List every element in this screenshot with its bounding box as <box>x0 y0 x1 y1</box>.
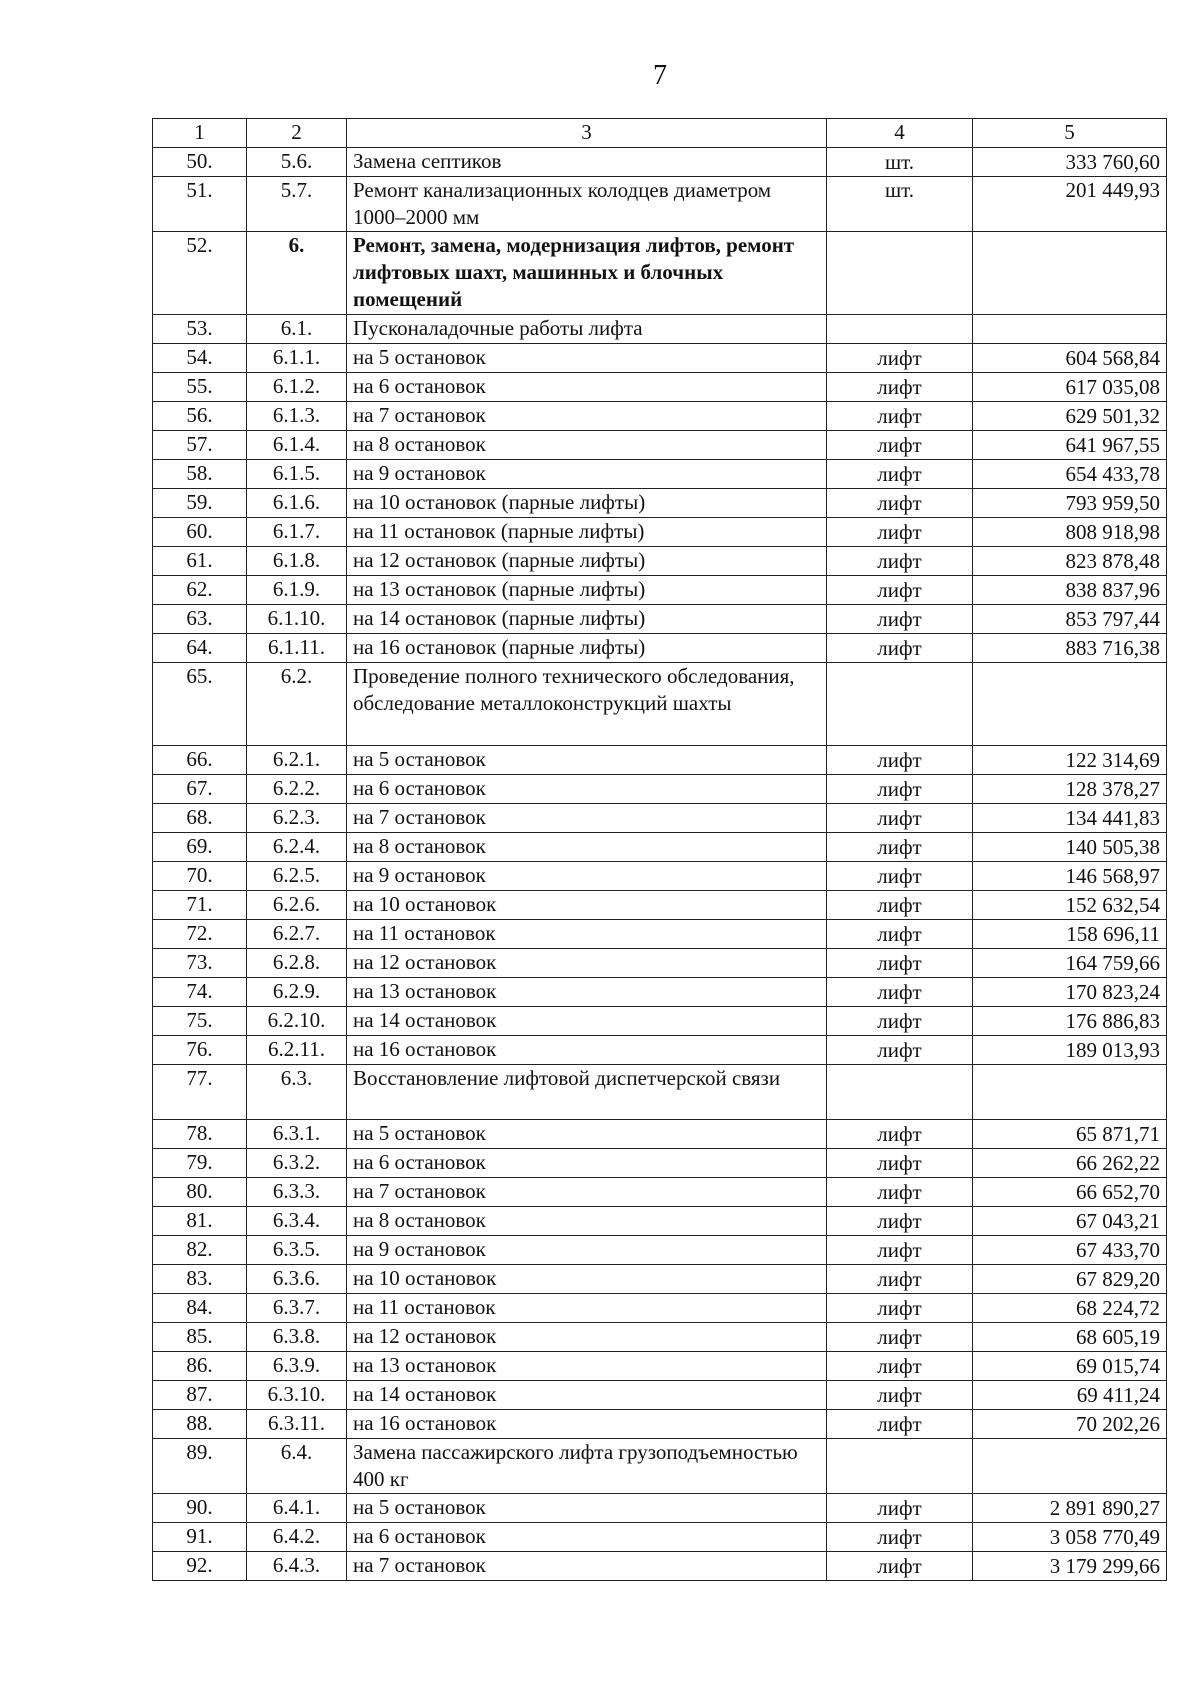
unit-of-measure-cell: лифт <box>827 1494 973 1523</box>
item-name-cell: Ремонт канализационных колодцев диаметром 1000–2000 мм <box>347 177 827 232</box>
row-number-cell: 76. <box>153 1036 247 1065</box>
item-name-cell: на 13 остановок <box>347 1352 827 1381</box>
unit-price-cell: 823 878,48 <box>973 547 1167 576</box>
unit-of-measure-cell <box>827 1065 973 1120</box>
row-number-cell: 63. <box>153 605 247 634</box>
unit-of-measure-cell: лифт <box>827 489 973 518</box>
unit-of-measure-cell: лифт <box>827 1236 973 1265</box>
header-row <box>153 119 1167 148</box>
table-row <box>153 1552 1167 1581</box>
item-code-cell: 6.2.3. <box>247 804 347 833</box>
item-code-cell: 6.4.1. <box>247 1494 347 1523</box>
item-name-cell: на 9 остановок <box>347 1236 827 1265</box>
item-code-cell: 6.3.11. <box>247 1410 347 1439</box>
item-name-cell: на 6 остановок <box>347 373 827 402</box>
unit-of-measure-cell: лифт <box>827 460 973 489</box>
header-cell: 4 <box>827 119 973 148</box>
table-row <box>153 1207 1167 1236</box>
item-name-cell: на 16 остановок (парные лифты) <box>347 634 827 663</box>
row-number-cell: 66. <box>153 746 247 775</box>
item-code-cell: 6.1. <box>247 315 347 344</box>
unit-price-cell: 3 179 299,66 <box>973 1552 1167 1581</box>
table-row <box>153 1178 1167 1207</box>
item-code-cell: 6.4.2. <box>247 1523 347 1552</box>
row-number-cell: 53. <box>153 315 247 344</box>
unit-price-cell: 333 760,60 <box>973 148 1167 177</box>
unit-price-cell: 883 716,38 <box>973 634 1167 663</box>
table-row <box>153 232 1167 315</box>
item-code-cell: 6.2.7. <box>247 920 347 949</box>
row-number-cell: 71. <box>153 891 247 920</box>
row-number-cell: 84. <box>153 1294 247 1323</box>
unit-price-cell: 66 652,70 <box>973 1178 1167 1207</box>
table-row <box>153 177 1167 232</box>
item-name-cell: на 14 остановок <box>347 1007 827 1036</box>
row-number-cell: 64. <box>153 634 247 663</box>
unit-of-measure-cell: лифт <box>827 431 973 460</box>
item-code-cell: 6.3.3. <box>247 1178 347 1207</box>
item-name-cell: на 5 остановок <box>347 344 827 373</box>
unit-of-measure-cell: лифт <box>827 605 973 634</box>
row-number-cell: 77. <box>153 1065 247 1120</box>
unit-price-cell <box>973 315 1167 344</box>
item-code-cell: 6.2.10. <box>247 1007 347 1036</box>
item-name-cell: на 11 остановок <box>347 1294 827 1323</box>
unit-of-measure-cell: лифт <box>827 891 973 920</box>
item-code-cell: 6.1.1. <box>247 344 347 373</box>
item-name-cell: на 8 остановок <box>347 833 827 862</box>
item-code-cell: 6.3.2. <box>247 1149 347 1178</box>
table-row <box>153 775 1167 804</box>
unit-of-measure-cell: лифт <box>827 920 973 949</box>
unit-price-cell: 808 918,98 <box>973 518 1167 547</box>
unit-of-measure-cell <box>827 315 973 344</box>
unit-price-cell: 170 823,24 <box>973 978 1167 1007</box>
unit-of-measure-cell: лифт <box>827 1381 973 1410</box>
row-number-cell: 68. <box>153 804 247 833</box>
row-number-cell: 72. <box>153 920 247 949</box>
item-name-cell: Замена септиков <box>347 148 827 177</box>
row-number-cell: 56. <box>153 402 247 431</box>
row-number-cell: 83. <box>153 1265 247 1294</box>
unit-of-measure-cell: лифт <box>827 1120 973 1149</box>
page-number: 7 <box>653 60 667 91</box>
item-name-cell: на 16 остановок <box>347 1036 827 1065</box>
unit-price-cell <box>973 663 1167 746</box>
unit-price-cell: 164 759,66 <box>973 949 1167 978</box>
unit-of-measure-cell: лифт <box>827 775 973 804</box>
row-number-cell: 86. <box>153 1352 247 1381</box>
unit-of-measure-cell: лифт <box>827 1410 973 1439</box>
item-code-cell: 5.6. <box>247 148 347 177</box>
unit-of-measure-cell: шт. <box>827 148 973 177</box>
unit-of-measure-cell: лифт <box>827 1294 973 1323</box>
row-number-cell: 85. <box>153 1323 247 1352</box>
row-number-cell: 73. <box>153 949 247 978</box>
item-code-cell: 6.2.9. <box>247 978 347 1007</box>
row-number-cell: 58. <box>153 460 247 489</box>
unit-price-cell: 629 501,32 <box>973 402 1167 431</box>
item-name-cell: на 10 остановок <box>347 1265 827 1294</box>
header-cell: 1 <box>153 119 247 148</box>
unit-price-cell: 134 441,83 <box>973 804 1167 833</box>
unit-of-measure-cell: лифт <box>827 1265 973 1294</box>
unit-price-cell: 201 449,93 <box>973 177 1167 232</box>
table-body <box>153 119 1167 1581</box>
unit-price-cell: 128 378,27 <box>973 775 1167 804</box>
row-number-cell: 65. <box>153 663 247 746</box>
item-name-cell: на 6 остановок <box>347 775 827 804</box>
item-code-cell: 6.1.10. <box>247 605 347 634</box>
unit-price-cell: 838 837,96 <box>973 576 1167 605</box>
table-row <box>153 1007 1167 1036</box>
unit-of-measure-cell: лифт <box>827 634 973 663</box>
table-row <box>153 978 1167 1007</box>
item-name-cell: на 9 остановок <box>347 862 827 891</box>
row-number-cell: 54. <box>153 344 247 373</box>
table-row <box>153 315 1167 344</box>
table-row <box>153 1523 1167 1552</box>
table-row <box>153 920 1167 949</box>
row-number-cell: 74. <box>153 978 247 1007</box>
table-row <box>153 1065 1167 1120</box>
row-number-cell: 79. <box>153 1149 247 1178</box>
unit-of-measure-cell: лифт <box>827 576 973 605</box>
unit-of-measure-cell: лифт <box>827 518 973 547</box>
unit-price-cell: 68 224,72 <box>973 1294 1167 1323</box>
table-row <box>153 373 1167 402</box>
unit-of-measure-cell <box>827 232 973 315</box>
table-row <box>153 634 1167 663</box>
unit-of-measure-cell <box>827 663 973 746</box>
table-row <box>153 1294 1167 1323</box>
table-row <box>153 460 1167 489</box>
table-row <box>153 1494 1167 1523</box>
item-name-cell: на 6 остановок <box>347 1523 827 1552</box>
unit-of-measure-cell: лифт <box>827 344 973 373</box>
item-name-cell: Проведение полного технического обследования, обследование металлоконструкций шахты <box>347 663 827 746</box>
item-code-cell: 6.4.3. <box>247 1552 347 1581</box>
item-name-cell: на 12 остановок <box>347 949 827 978</box>
unit-price-cell: 853 797,44 <box>973 605 1167 634</box>
unit-of-measure-cell: лифт <box>827 1552 973 1581</box>
item-code-cell: 6.3. <box>247 1065 347 1120</box>
item-name-cell: на 7 остановок <box>347 1552 827 1581</box>
item-name-cell: на 13 остановок <box>347 978 827 1007</box>
item-code-cell: 6.2.5. <box>247 862 347 891</box>
row-number-cell: 80. <box>153 1178 247 1207</box>
item-code-cell: 6.1.7. <box>247 518 347 547</box>
unit-of-measure-cell: лифт <box>827 547 973 576</box>
table-row <box>153 1120 1167 1149</box>
item-name-cell: на 10 остановок <box>347 891 827 920</box>
row-number-cell: 81. <box>153 1207 247 1236</box>
unit-of-measure-cell: лифт <box>827 949 973 978</box>
unit-of-measure-cell: лифт <box>827 862 973 891</box>
row-number-cell: 62. <box>153 576 247 605</box>
table-row <box>153 891 1167 920</box>
item-name-cell: на 7 остановок <box>347 1178 827 1207</box>
table-row <box>153 1410 1167 1439</box>
unit-price-cell: 66 262,22 <box>973 1149 1167 1178</box>
item-code-cell: 6. <box>247 232 347 315</box>
row-number-cell: 60. <box>153 518 247 547</box>
item-code-cell: 6.1.2. <box>247 373 347 402</box>
table-row <box>153 605 1167 634</box>
table-row <box>153 804 1167 833</box>
unit-of-measure-cell: лифт <box>827 833 973 862</box>
table-row <box>153 1265 1167 1294</box>
row-number-cell: 69. <box>153 833 247 862</box>
unit-of-measure-cell: лифт <box>827 1178 973 1207</box>
item-code-cell: 6.1.8. <box>247 547 347 576</box>
item-name-cell: на 13 остановок (парные лифты) <box>347 576 827 605</box>
unit-price-cell: 176 886,83 <box>973 1007 1167 1036</box>
item-name-cell: на 12 остановок <box>347 1323 827 1352</box>
unit-price-cell: 641 967,55 <box>973 431 1167 460</box>
row-number-cell: 55. <box>153 373 247 402</box>
header-cell: 5 <box>973 119 1167 148</box>
price-table <box>152 118 1167 1581</box>
item-code-cell: 6.1.11. <box>247 634 347 663</box>
unit-of-measure-cell: лифт <box>827 1352 973 1381</box>
item-name-cell: на 5 остановок <box>347 1494 827 1523</box>
unit-price-cell: 65 871,71 <box>973 1120 1167 1149</box>
item-name-cell: на 14 остановок (парные лифты) <box>347 605 827 634</box>
row-number-cell: 52. <box>153 232 247 315</box>
item-name-cell: на 11 остановок (парные лифты) <box>347 518 827 547</box>
item-name-cell: на 7 остановок <box>347 804 827 833</box>
unit-price-cell: 189 013,93 <box>973 1036 1167 1065</box>
unit-of-measure-cell: лифт <box>827 1323 973 1352</box>
row-number-cell: 89. <box>153 1439 247 1494</box>
item-name-cell: на 12 остановок (парные лифты) <box>347 547 827 576</box>
table-row <box>153 862 1167 891</box>
item-name-cell: на 8 остановок <box>347 1207 827 1236</box>
item-code-cell: 6.3.10. <box>247 1381 347 1410</box>
table-row <box>153 949 1167 978</box>
item-code-cell: 6.1.4. <box>247 431 347 460</box>
table-row <box>153 1149 1167 1178</box>
item-code-cell: 6.2.4. <box>247 833 347 862</box>
item-name-cell: на 14 остановок <box>347 1381 827 1410</box>
row-number-cell: 78. <box>153 1120 247 1149</box>
unit-price-cell: 604 568,84 <box>973 344 1167 373</box>
item-code-cell: 5.7. <box>247 177 347 232</box>
unit-of-measure-cell: лифт <box>827 1149 973 1178</box>
row-number-cell: 82. <box>153 1236 247 1265</box>
table-row <box>153 1352 1167 1381</box>
unit-price-cell: 654 433,78 <box>973 460 1167 489</box>
unit-price-cell <box>973 232 1167 315</box>
unit-price-cell <box>973 1439 1167 1494</box>
unit-of-measure-cell: лифт <box>827 402 973 431</box>
unit-of-measure-cell: лифт <box>827 1036 973 1065</box>
unit-price-cell: 67 829,20 <box>973 1265 1167 1294</box>
row-number-cell: 50. <box>153 148 247 177</box>
item-name-cell: на 6 остановок <box>347 1149 827 1178</box>
item-code-cell: 6.2.1. <box>247 746 347 775</box>
row-number-cell: 75. <box>153 1007 247 1036</box>
table-row <box>153 663 1167 746</box>
table-row <box>153 1323 1167 1352</box>
item-code-cell: 6.2.11. <box>247 1036 347 1065</box>
table-row <box>153 344 1167 373</box>
item-code-cell: 6.3.6. <box>247 1265 347 1294</box>
unit-price-cell: 69 015,74 <box>973 1352 1167 1381</box>
row-number-cell: 57. <box>153 431 247 460</box>
unit-price-cell <box>973 1065 1167 1120</box>
unit-price-cell: 122 314,69 <box>973 746 1167 775</box>
table-row <box>153 1439 1167 1494</box>
table-row <box>153 489 1167 518</box>
item-code-cell: 6.3.4. <box>247 1207 347 1236</box>
row-number-cell: 87. <box>153 1381 247 1410</box>
row-number-cell: 70. <box>153 862 247 891</box>
unit-of-measure-cell: лифт <box>827 804 973 833</box>
table-row <box>153 576 1167 605</box>
table-row <box>153 148 1167 177</box>
item-code-cell: 6.3.7. <box>247 1294 347 1323</box>
item-name-cell: на 5 остановок <box>347 1120 827 1149</box>
item-name-cell: Замена пассажирского лифта грузоподъемностью 400 кг <box>347 1439 827 1494</box>
unit-of-measure-cell: шт. <box>827 177 973 232</box>
unit-price-cell: 2 891 890,27 <box>973 1494 1167 1523</box>
unit-price-cell: 617 035,08 <box>973 373 1167 402</box>
item-name-cell: на 5 остановок <box>347 746 827 775</box>
item-code-cell: 6.1.3. <box>247 402 347 431</box>
unit-of-measure-cell: лифт <box>827 978 973 1007</box>
row-number-cell: 92. <box>153 1552 247 1581</box>
row-number-cell: 88. <box>153 1410 247 1439</box>
unit-of-measure-cell: лифт <box>827 1207 973 1236</box>
row-number-cell: 91. <box>153 1523 247 1552</box>
table-row <box>153 746 1167 775</box>
header-cell: 3 <box>347 119 827 148</box>
item-name-cell: на 11 остановок <box>347 920 827 949</box>
item-code-cell: 6.1.9. <box>247 576 347 605</box>
unit-price-cell: 140 505,38 <box>973 833 1167 862</box>
item-code-cell: 6.1.6. <box>247 489 347 518</box>
unit-price-cell: 70 202,26 <box>973 1410 1167 1439</box>
row-number-cell: 59. <box>153 489 247 518</box>
unit-of-measure-cell: лифт <box>827 1523 973 1552</box>
unit-price-cell: 793 959,50 <box>973 489 1167 518</box>
item-name-cell: на 8 остановок <box>347 431 827 460</box>
table-row <box>153 1381 1167 1410</box>
item-code-cell: 6.4. <box>247 1439 347 1494</box>
item-code-cell: 6.2.2. <box>247 775 347 804</box>
row-number-cell: 67. <box>153 775 247 804</box>
item-name-cell: Пусконаладочные работы лифта <box>347 315 827 344</box>
unit-price-cell: 152 632,54 <box>973 891 1167 920</box>
unit-of-measure-cell: лифт <box>827 746 973 775</box>
item-code-cell: 6.1.5. <box>247 460 347 489</box>
item-code-cell: 6.3.1. <box>247 1120 347 1149</box>
item-code-cell: 6.2.6. <box>247 891 347 920</box>
item-code-cell: 6.3.8. <box>247 1323 347 1352</box>
item-name-cell: на 10 остановок (парные лифты) <box>347 489 827 518</box>
table-row <box>153 833 1167 862</box>
table-row <box>153 518 1167 547</box>
row-number-cell: 61. <box>153 547 247 576</box>
item-name-cell: на 16 остановок <box>347 1410 827 1439</box>
row-number-cell: 51. <box>153 177 247 232</box>
table-row <box>153 547 1167 576</box>
table-row <box>153 1036 1167 1065</box>
item-code-cell: 6.2. <box>247 663 347 746</box>
unit-price-cell: 3 058 770,49 <box>973 1523 1167 1552</box>
unit-of-measure-cell <box>827 1439 973 1494</box>
item-code-cell: 6.3.9. <box>247 1352 347 1381</box>
item-code-cell: 6.3.5. <box>247 1236 347 1265</box>
item-name-cell: на 9 остановок <box>347 460 827 489</box>
unit-price-cell: 146 568,97 <box>973 862 1167 891</box>
unit-price-cell: 68 605,19 <box>973 1323 1167 1352</box>
row-number-cell: 90. <box>153 1494 247 1523</box>
item-name-cell: на 7 остановок <box>347 402 827 431</box>
item-name-cell: Восстановление лифтовой диспетчерской связи <box>347 1065 827 1120</box>
unit-price-cell: 67 433,70 <box>973 1236 1167 1265</box>
item-code-cell: 6.2.8. <box>247 949 347 978</box>
table-row <box>153 431 1167 460</box>
item-name-cell: Ремонт, замена, модернизация лифтов, ремонт лифтовых шахт, машинных и блочных помещений <box>347 232 827 315</box>
header-cell: 2 <box>247 119 347 148</box>
unit-price-cell: 158 696,11 <box>973 920 1167 949</box>
table-row <box>153 402 1167 431</box>
unit-of-measure-cell: лифт <box>827 1007 973 1036</box>
table-row <box>153 1236 1167 1265</box>
unit-of-measure-cell: лифт <box>827 373 973 402</box>
unit-price-cell: 69 411,24 <box>973 1381 1167 1410</box>
unit-price-cell: 67 043,21 <box>973 1207 1167 1236</box>
